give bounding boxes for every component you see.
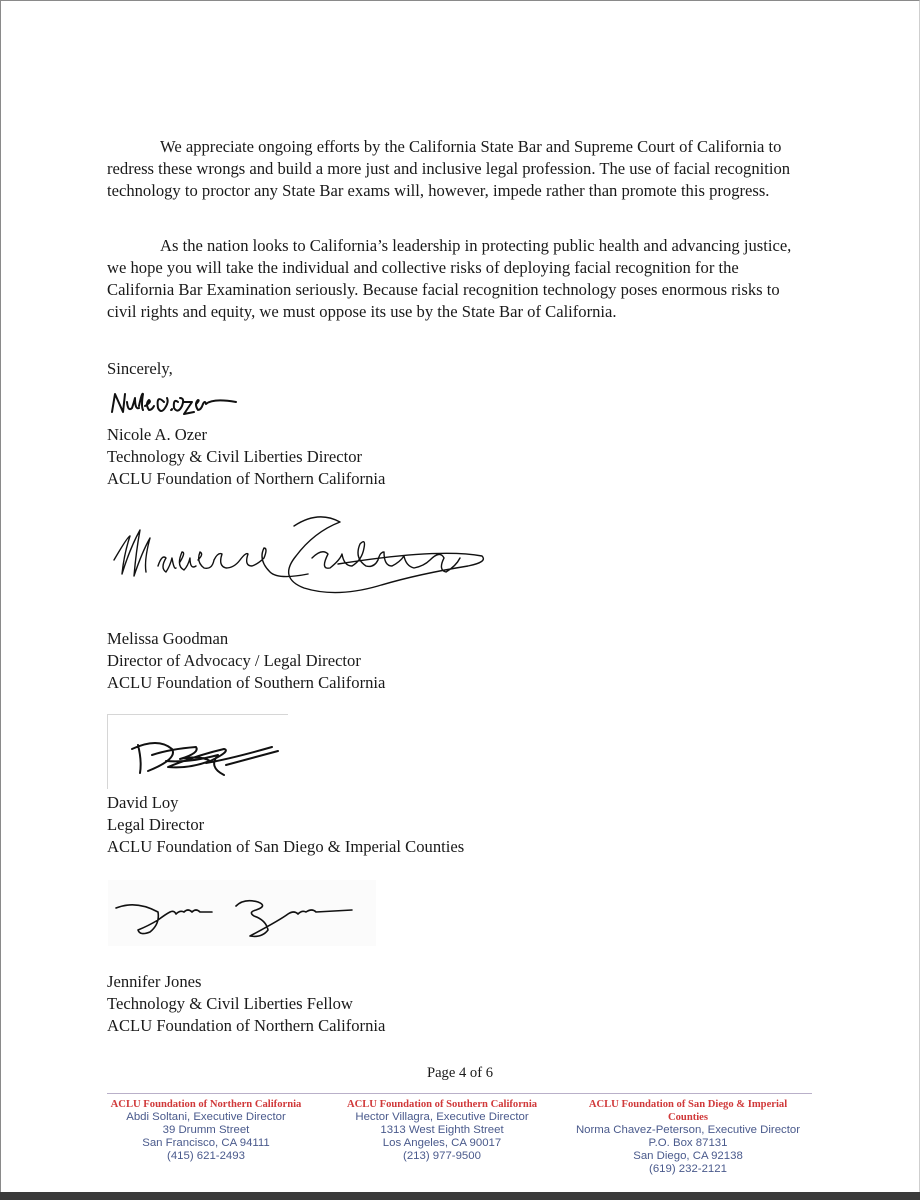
footer-office-san-diego bbox=[568, 1098, 808, 1176]
footer-director: Norma Chavez-Peterson, Executive Director bbox=[575, 1124, 801, 1136]
footer-street: P.O. Box 87131 bbox=[648, 1137, 728, 1149]
footer-office-southern bbox=[322, 1098, 562, 1163]
footer-city: San Diego, CA 92138 bbox=[633, 1150, 743, 1162]
footer-phone: (619) 232-2121 bbox=[649, 1163, 727, 1175]
signatory-name: David Loy bbox=[107, 793, 179, 812]
letter-paragraph: As the nation looks to California’s leadership in protecting public health and advancing justice, we hope you will take the individual and collective risks of deploying facial recognition for the California Bar Examination seriously. Because facial recognition technology poses enormous risks to civil rights and equity, we must oppose its use by the State Bar of California. bbox=[107, 236, 792, 321]
signatory-org: ACLU Foundation of Southern California bbox=[107, 673, 386, 692]
signatory-name: Nicole A. Ozer bbox=[107, 425, 207, 444]
footer-city: San Francisco, CA 94111 bbox=[142, 1137, 270, 1149]
footer-phone: (213) 977-9500 bbox=[403, 1150, 481, 1162]
footer-org: ACLU Foundation of Northern California bbox=[110, 1099, 302, 1110]
footer-city: Los Angeles, CA 90017 bbox=[382, 1137, 502, 1149]
footer-street: 1313 West Eighth Street bbox=[380, 1124, 504, 1136]
signatory-title: Technology & Civil Liberties Director bbox=[107, 447, 363, 466]
signatory-name: Jennifer Jones bbox=[107, 972, 202, 991]
letter-paragraph: We appreciate ongoing efforts by the California State Bar and Supreme Court of California to redress these wrongs and build a more just and inclusive legal profession. The use of facial recognition technology to proctor any State Bar exams will, however, impede rather than promote this progress. bbox=[107, 137, 791, 200]
viewer-bottom-bar bbox=[0, 1192, 920, 1200]
footer-org: ACLU Foundation of San Diego & Imperial Counties bbox=[588, 1099, 788, 1123]
footer-office-northern bbox=[86, 1098, 326, 1163]
signatory-title: Director of Advocacy / Legal Director bbox=[107, 651, 361, 670]
footer-phone: (415) 621-2493 bbox=[167, 1150, 245, 1162]
footer-org: ACLU Foundation of Southern California bbox=[346, 1099, 538, 1110]
signature-loy bbox=[107, 714, 288, 789]
footer-divider bbox=[107, 1093, 812, 1094]
signature-jones bbox=[108, 880, 376, 946]
signature-goodman bbox=[108, 508, 493, 604]
footer-director: Hector Villagra, Executive Director bbox=[355, 1111, 529, 1123]
signatory-org: ACLU Foundation of Northern California bbox=[107, 469, 386, 488]
signatory-title: Legal Director bbox=[107, 815, 205, 834]
footer-director: Abdi Soltani, Executive Director bbox=[126, 1111, 286, 1123]
signatory-org: ACLU Foundation of Northern California bbox=[107, 1016, 386, 1035]
signatory-org: ACLU Foundation of San Diego & Imperial Counties bbox=[107, 837, 465, 856]
signature-ozer bbox=[108, 388, 243, 422]
page-number: Page 4 of 6 bbox=[426, 1065, 494, 1081]
closing: Sincerely, bbox=[107, 359, 173, 378]
signatory-title: Technology & Civil Liberties Fellow bbox=[107, 994, 353, 1013]
footer-street: 39 Drumm Street bbox=[162, 1124, 250, 1136]
signatory-name: Melissa Goodman bbox=[107, 629, 229, 648]
